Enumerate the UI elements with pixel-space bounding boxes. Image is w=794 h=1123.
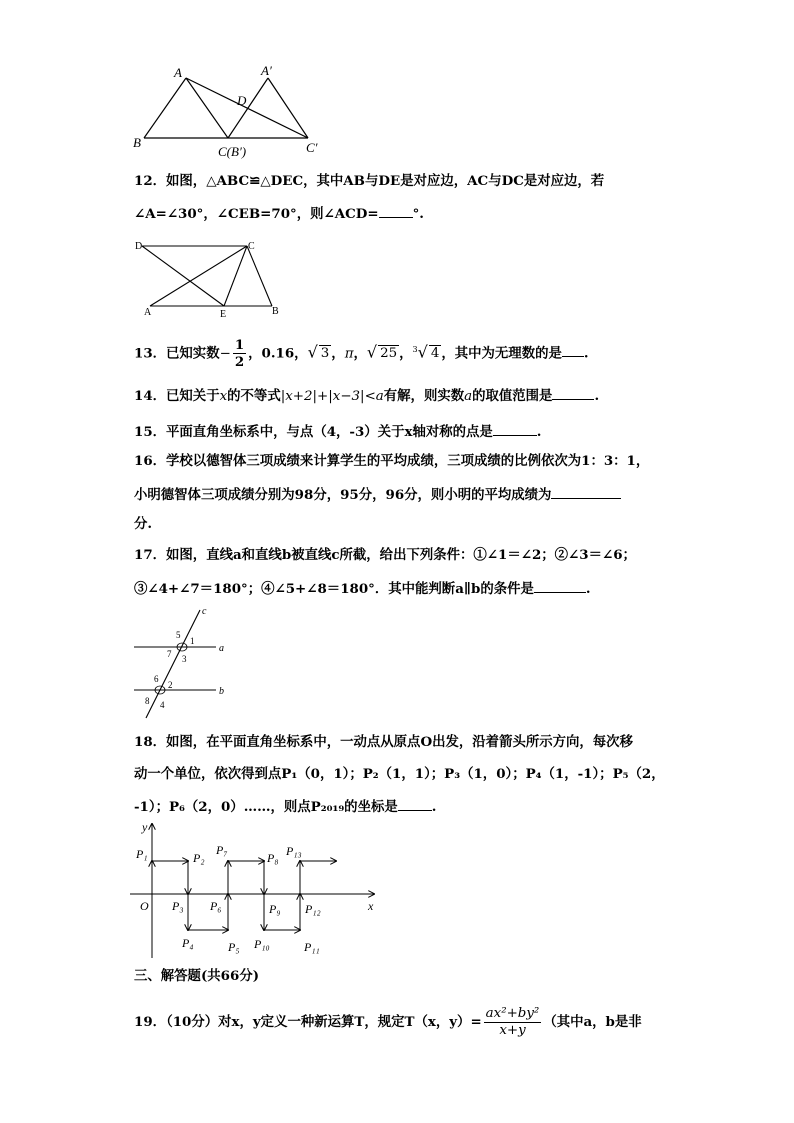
label-A: A xyxy=(174,65,182,80)
q12-tail: °. xyxy=(412,206,424,222)
q13-lead: 13．已知实数 xyxy=(134,345,220,362)
question-17-line1 xyxy=(134,546,636,564)
section-3-title: 三、解答题(共66分) xyxy=(134,968,260,984)
q13-cbrt4: 4 xyxy=(430,346,440,362)
q14-tail: 的取值范围是 xyxy=(472,388,553,404)
angle-1: 1 xyxy=(190,636,195,646)
label-C-Bprime: C(B′) xyxy=(218,144,247,159)
angle-7: 7 xyxy=(167,649,172,659)
q17-cond1: ①∠1＝∠2； xyxy=(473,547,555,563)
label-P13: P₁₃ xyxy=(286,844,302,858)
q19-lead: 19．（10分）对x，y定义一种新运算T，规定T（x，y）= xyxy=(134,1014,482,1030)
q19-den: x+y xyxy=(499,1023,526,1038)
question-15: 15．平面直角坐标系中，与点（4，-3）关于x轴对称的点是 . xyxy=(134,421,541,441)
figure-q11 xyxy=(130,60,320,160)
angle-3: 3 xyxy=(182,654,187,664)
label-P12: P₁₂ xyxy=(305,902,321,916)
answer-blank-14 xyxy=(552,385,594,400)
angle-2: 2 xyxy=(168,680,173,690)
label-c: c xyxy=(202,606,207,617)
label-y: y xyxy=(142,820,148,834)
q18-text3: -1）；P₆（2，0）……，则点P₂₀₁₉的坐标是 xyxy=(134,799,398,815)
q13-num: 1 xyxy=(234,337,245,354)
answer-blank-13 xyxy=(562,342,584,357)
label-P4: P₄ xyxy=(182,936,194,950)
q13-den: 2 xyxy=(234,354,245,371)
label-P10: P₁₀ xyxy=(254,937,270,951)
q19-num: ax²+by² xyxy=(485,1006,540,1021)
q13-minus: − xyxy=(219,346,231,362)
answer-blank-12 xyxy=(379,203,413,218)
angle-6: 6 xyxy=(154,674,159,684)
label-P11: P₁₁ xyxy=(304,940,320,954)
q13-tail: ，其中为无理数的是 xyxy=(441,345,562,362)
label-C-prime: C′ xyxy=(306,140,318,155)
question-14: 14．已知关于x的不等式|x+2|+|x−3|<a有解，则实数a的取值范围是 . xyxy=(134,385,599,406)
label-P1: P₁ xyxy=(136,847,148,861)
angle-8: 8 xyxy=(145,696,150,706)
label-x: x xyxy=(368,899,374,913)
q17-cond4: ④∠5+∠8＝180°．其中能判断a∥b的条件是 xyxy=(261,581,534,597)
label-D: D xyxy=(135,241,143,252)
question-18-line2: 动一个单位，依次得到点P₁（0，1）；P₂（1，1）；P₃（1，0）；P₄（1，-1）；P₅（2， xyxy=(134,766,665,782)
label-b: b xyxy=(219,686,224,697)
question-12-line2 xyxy=(134,203,424,223)
question-12-line1: 12．如图，△ABC≌△DEC，其中AB与DE是对应边，AC与DC是对应边，若 xyxy=(134,173,605,189)
question-16-line3: 分. xyxy=(134,516,153,532)
q14-lead: 14．已知关于 xyxy=(134,388,220,404)
q17-text1: 17．如图，直线a和直线b被直线c所截，给出下列条件： xyxy=(134,547,474,563)
angle-5: 5 xyxy=(176,630,181,640)
angle-4: 4 xyxy=(160,700,165,710)
question-19 xyxy=(134,1002,642,1042)
label-B: B xyxy=(133,135,141,150)
label-E: E xyxy=(220,309,227,320)
q17-cond2: ②∠3＝∠6； xyxy=(554,547,636,563)
q13-fraction xyxy=(233,337,246,370)
q17-cond3: ③∠4+∠7＝180°； xyxy=(134,581,262,597)
q14-var-a: a xyxy=(464,389,473,404)
q12-text2: ∠A=∠30°，∠CEB=70°，则∠ACD= xyxy=(134,206,379,222)
label-a: a xyxy=(219,643,224,654)
label-C: C xyxy=(248,241,255,252)
q14-mid: 的不等式 xyxy=(227,388,281,404)
q15-text: 15．平面直角坐标系中，与点（4，-3）关于x轴对称的点是 xyxy=(134,424,493,440)
q13-pi: π xyxy=(344,346,354,362)
q13-cbrt-index: 3 xyxy=(412,345,418,354)
figure-q12 xyxy=(130,238,290,320)
answer-blank-18 xyxy=(398,796,432,811)
q14-var-x: x xyxy=(219,389,228,404)
label-D: D xyxy=(237,93,247,108)
label-P5: P₅ xyxy=(228,940,240,954)
label-O: O xyxy=(140,899,149,913)
label-P9: P₉ xyxy=(269,902,281,916)
question-18-line3: -1）；P₆（2，0）……，则点P₂₀₁₉的坐标是 . xyxy=(134,796,436,816)
label-P6: P₆ xyxy=(210,899,222,913)
question-13: 13．已知实数− $\frac{1}{2}$ ，0.16，√ 3 ，π，√ 25 ，$^3$√ 4 ，其中为无理数的是 . xyxy=(134,337,589,371)
question-16-line1: 16．学校以德智体三项成绩来计算学生的平均成绩，三项成绩的比例依次为1：3：1， xyxy=(134,453,650,469)
q13-n2: ，0.16， xyxy=(248,345,308,362)
question-17-line2: ③∠4+∠7＝180°；④∠5+∠8＝180°．其中能判断a∥b的条件是 . xyxy=(134,578,591,598)
question-18-line1: 18．如图，在平面直角坐标系中，一动点从原点O出发，沿着箭头所示方向，每次移 xyxy=(134,734,633,750)
q14-inequality: |x+2|+|x−3|<a xyxy=(280,389,384,404)
figure-q17 xyxy=(130,604,240,722)
label-P3: P₃ xyxy=(172,899,184,913)
q16-text2: 小明德智体三项成绩分别为98分，95分，96分，则小明的平均成绩为 xyxy=(134,487,552,503)
q19-tail: （其中a，b是非 xyxy=(543,1014,642,1030)
label-P8: P₈ xyxy=(267,851,279,865)
label-B: B xyxy=(272,306,279,317)
label-P7: P₇ xyxy=(216,843,228,857)
q14-mid2: 有解，则实数 xyxy=(383,388,465,404)
answer-blank-17 xyxy=(534,578,586,593)
figure-q18 xyxy=(130,818,380,963)
q13-sqrt3: 3 xyxy=(320,346,330,362)
answer-blank-16 xyxy=(551,484,621,499)
q13-sqrt25: 25 xyxy=(380,346,398,362)
answer-blank-15 xyxy=(493,421,537,436)
label-A-prime: A′ xyxy=(261,63,272,78)
label-A: A xyxy=(144,307,152,318)
q19-fraction xyxy=(484,1006,542,1039)
label-P2: P₂ xyxy=(193,851,205,865)
question-16-line2 xyxy=(134,484,621,504)
